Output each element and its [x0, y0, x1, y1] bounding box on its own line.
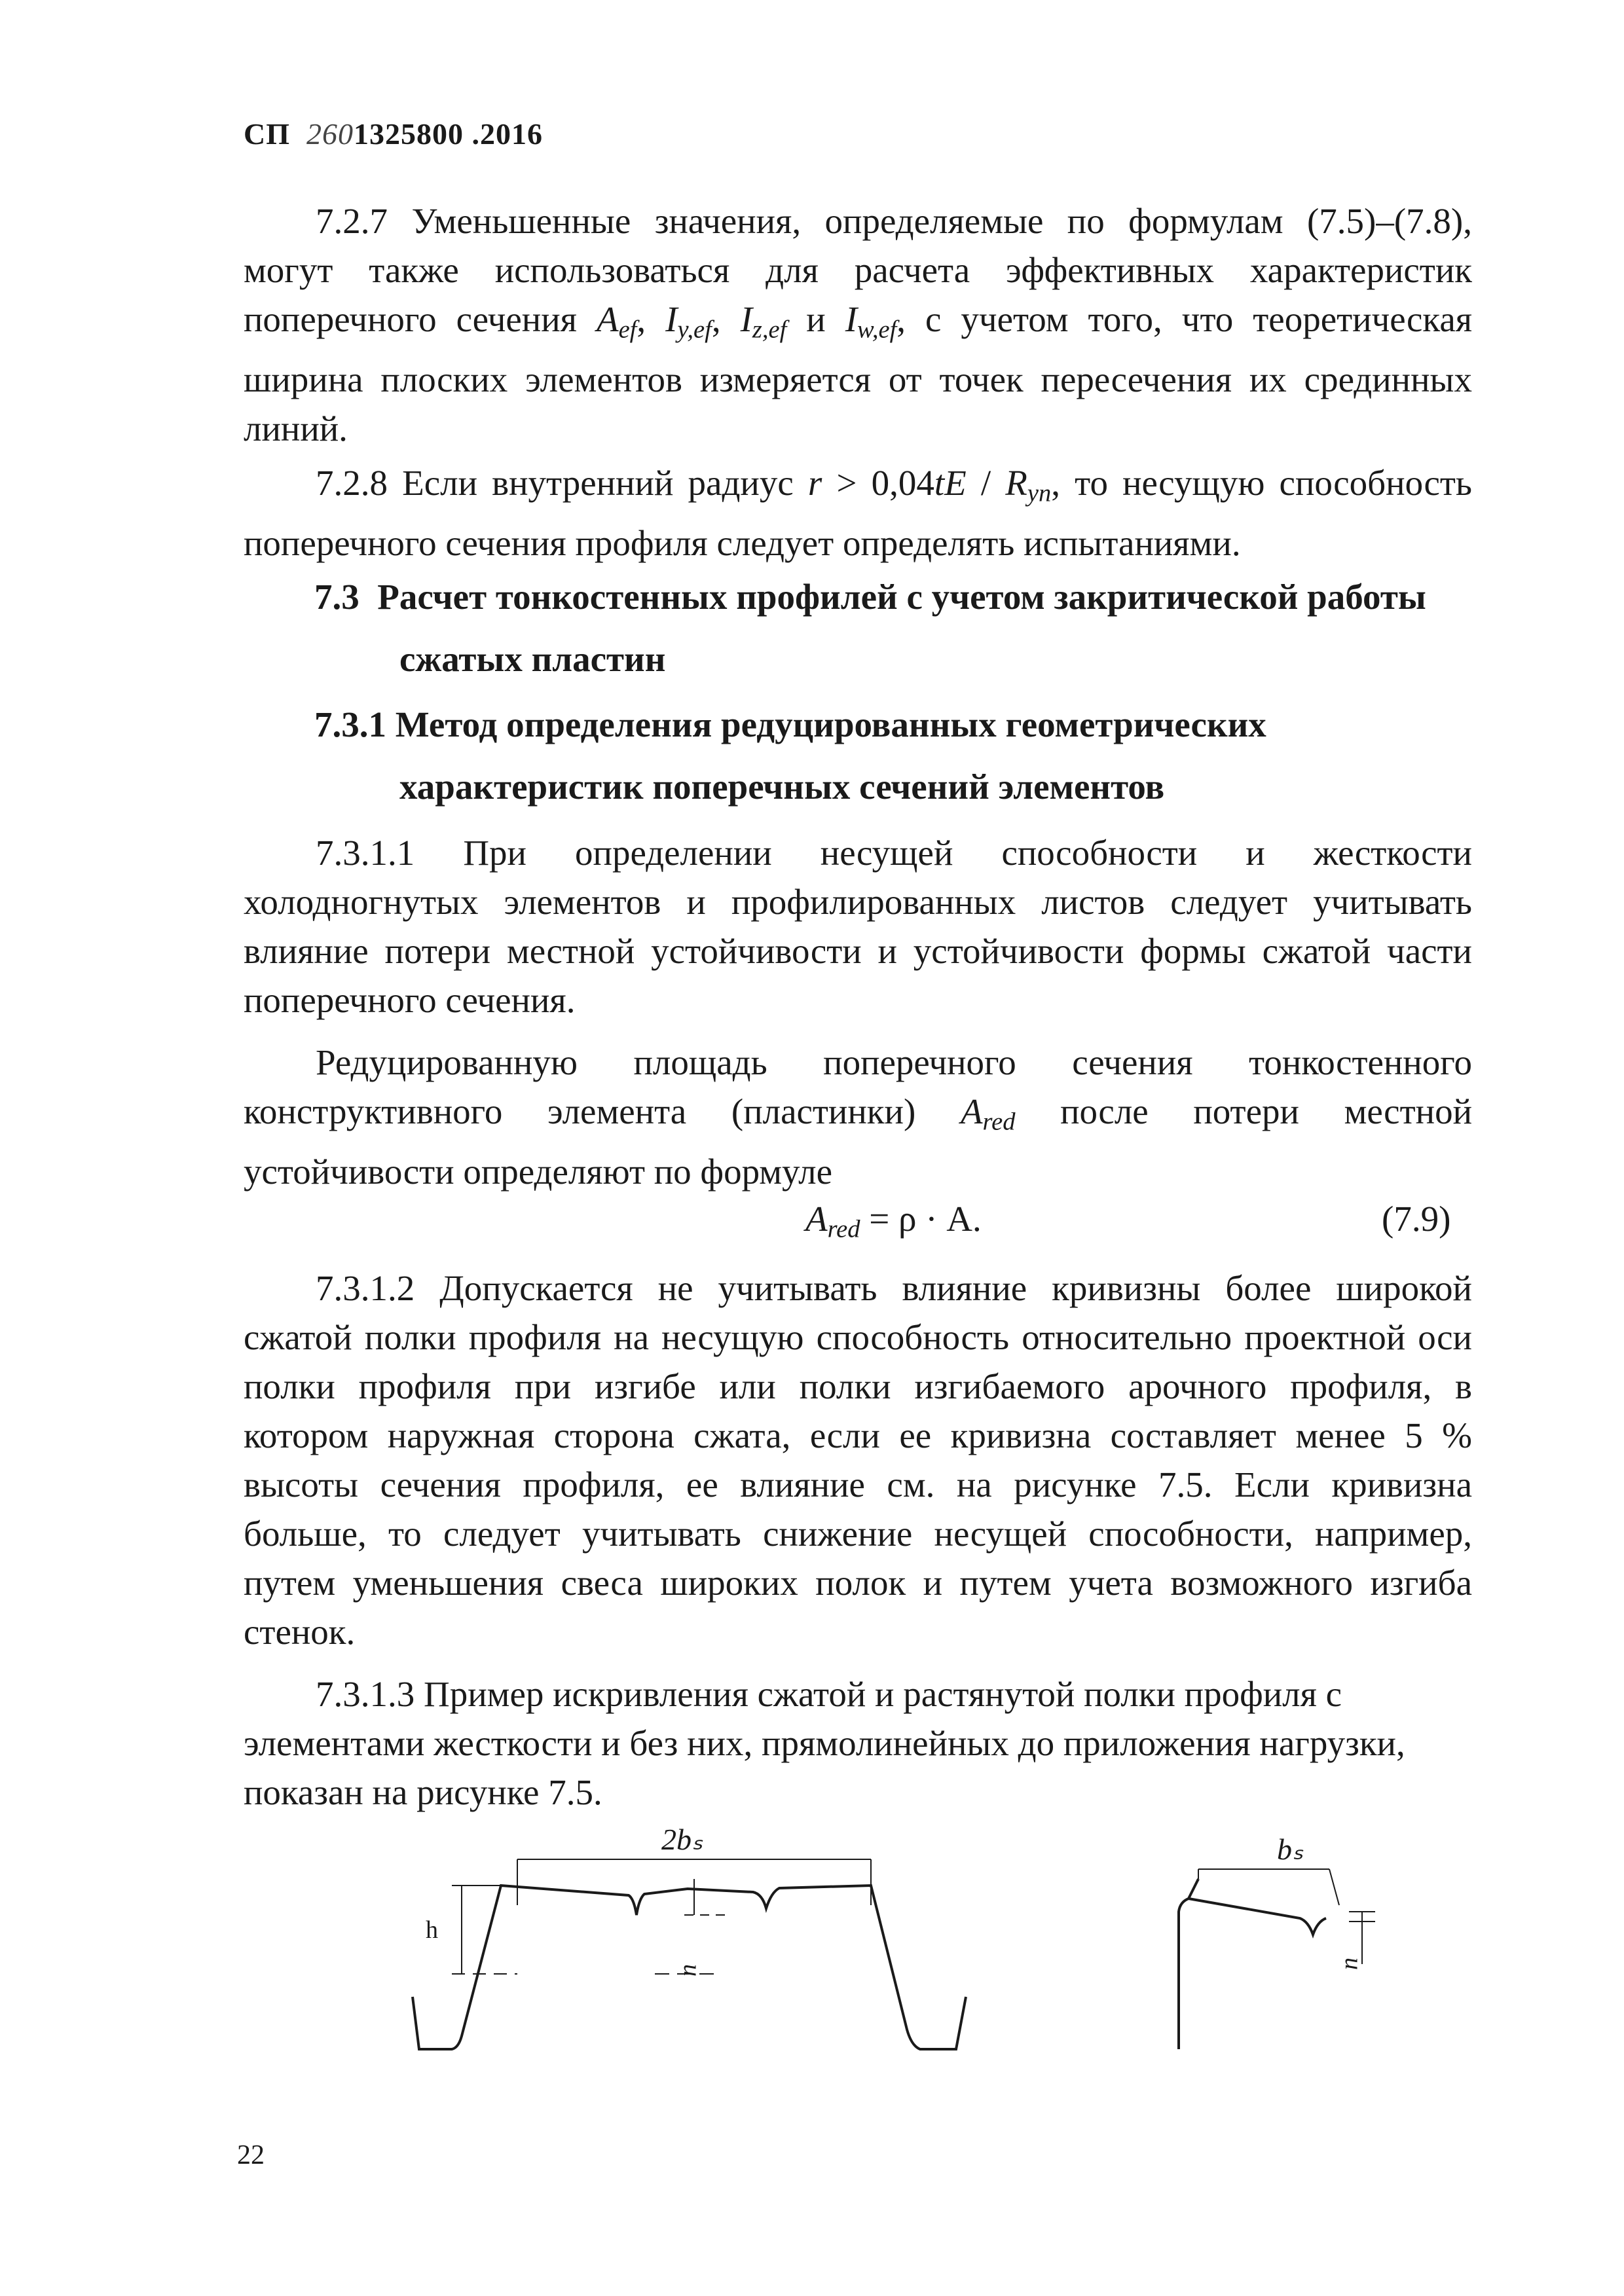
section-heading-7-3-1-line2: характеристик поперечных сечений элементов: [399, 767, 1165, 807]
label-h: h: [426, 1916, 438, 1944]
paragraph-7-2-8: 7.2.8 Если внутренний радиус $r > 0,04tE / R_{yn}$, то несущую способность поперечного сечения профиля следует определять испытаниями.: [244, 463, 1472, 563]
label-2bs: 2bₛ: [661, 1823, 703, 1856]
label-u-left: u: [678, 1964, 706, 1977]
page-number: 22: [237, 2140, 265, 2170]
paragraph-7-3-1-3: 7.3.1.3 Пример искривления сжатой и растянутой полки профиля с элементами жесткости и без них, прямолинейных до приложения нагрузки, показан на рисунке 7.5.: [244, 1674, 1405, 1812]
section-heading-7-3: 7.3 Расчет тонкостенных профилей с учетом закритической работы: [314, 577, 1426, 617]
header-prefix: СП: [244, 117, 290, 151]
header-handwritten-number: 260: [306, 117, 354, 151]
header-code: 1325800: [354, 117, 464, 151]
formula-number: (7.9): [1382, 1199, 1451, 1239]
paragraph-7-3-1-1: 7.3.1.1 При определении несущей способности и жесткости холодногнутых элементов и профилированных листов следует учитывать влияние потери местной устойчивости и устойчивости формы сжатой части поперечного сечения.: [244, 833, 1472, 1020]
section-heading-7-3-1: 7.3.1 Метод определения редуцированных геометрических: [314, 704, 1266, 744]
label-u-right: u: [1340, 1958, 1367, 1970]
formula-7-9: $A_{red} = \rho \cdot A$. (7.9): [805, 1199, 1451, 1243]
profile-angle: [1179, 1879, 1326, 2049]
paragraph-7-2-7: 7.2.7 Уменьшенные значения, определяемые по формулам (7.5)–(7.8), могут также использоваться для расчета эффективных характеристик поперечного сечения $A_{ef}$, $I_{y,ef}$, $I_{z,ef}$ и $I_{w,ef}$, с учетом того, что теоретическая ширина плоских элементов измеряется от точек пересечения их срединных линий.: [244, 201, 1473, 448]
paragraph-7-3-1-2: 7.3.1.2 Допускается не учитывать влияние кривизны более широкой сжатой полки профиля на несущую способность относительно проектной оси полки профиля при изгибе или полки изгибаемого арочного профиля, в котором наружная сторона сжата, если ее кривизна составляет менее 5 % высоты сечения профиля, ее влияние см. на рисунке 7.5. Если кривизна больше, то следует учитывать снижение несущей способности, например, путем уменьшения свеса широких полок и путем учета возможного изгиба стенок.: [244, 1268, 1472, 1652]
dimension-h: [452, 1886, 517, 1974]
paragraph-reduced-area: Редуцированную площадь поперечного сечения тонкостенного конструктивного элемента (пластинки) $A_{red}$ после потери местной устойчивости определяют по формуле: [244, 1042, 1472, 1192]
label-bs: bₛ: [1277, 1832, 1304, 1866]
section-heading-7-3-line2: сжатых пластин: [399, 639, 666, 679]
dimension-u-left: [655, 1879, 727, 1974]
header-year: .2016: [471, 117, 543, 151]
